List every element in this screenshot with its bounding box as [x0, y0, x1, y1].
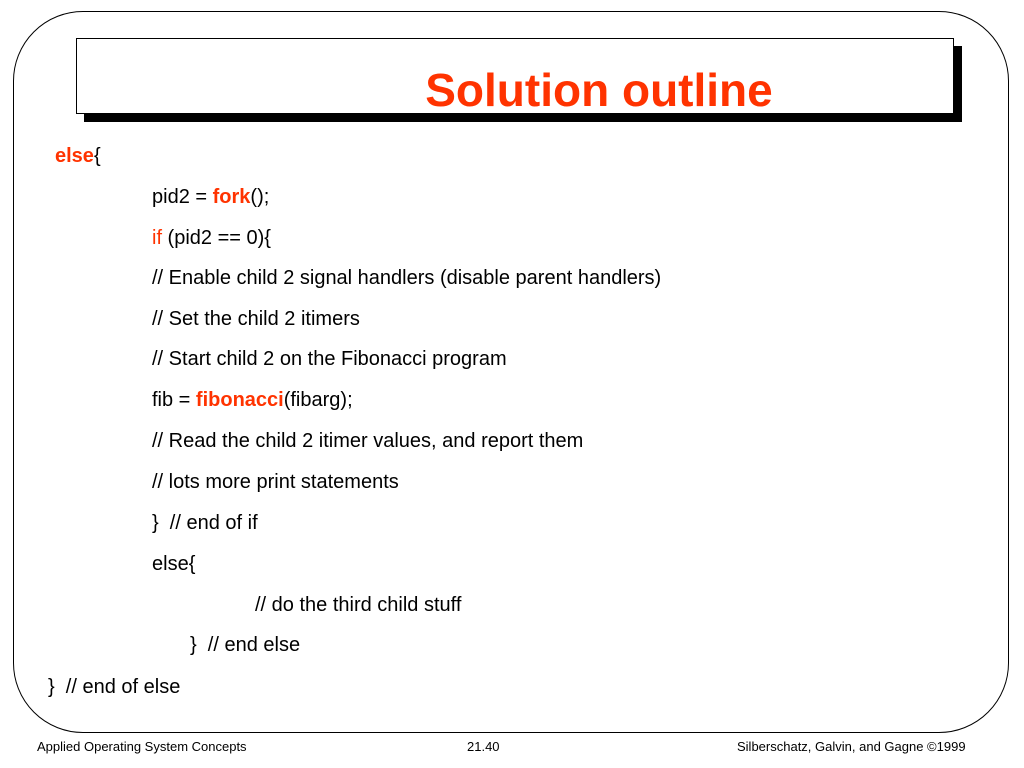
code-line-end-of-else: } // end of else [48, 676, 181, 698]
code-line-end-if: } // end of if [152, 512, 258, 534]
title-box [76, 38, 954, 114]
code-line-else: else{ [55, 145, 101, 167]
code-line-comment-print: // lots more print statements [152, 471, 399, 493]
keyword-else: else [55, 145, 94, 167]
code-line-comment-read: // Read the child 2 itimer values, and report them [152, 430, 584, 452]
code-line-end-else: } // end else [190, 634, 301, 656]
slide-title: Solution outline [425, 64, 773, 116]
keyword-if: if [152, 227, 162, 249]
keyword-fibonacci: fibonacci [195, 389, 284, 411]
footer-page-number: 21.40 [467, 739, 500, 754]
footer-book-title: Applied Operating System Concepts [37, 739, 247, 754]
code-line-fib: fib = fibonacci(fibarg); [152, 389, 353, 411]
code-line-comment-start: // Start child 2 on the Fibonacci program [152, 348, 507, 370]
code-line-if: if (pid2 == 0){ [152, 227, 271, 249]
code-line-comment-itimers: // Set the child 2 itimers [152, 308, 360, 330]
code-line-comment-third: // do the third child stuff [255, 594, 462, 616]
code-line-comment-handlers: // Enable child 2 signal handlers (disable parent handlers) [152, 267, 662, 289]
code-line-inner-else: else{ [152, 553, 196, 575]
code-line-fork: pid2 = fork(); [152, 186, 270, 208]
keyword-fork: fork [212, 186, 251, 208]
footer-copyright: Silberschatz, Galvin, and Gagne ©1999 [737, 739, 966, 754]
